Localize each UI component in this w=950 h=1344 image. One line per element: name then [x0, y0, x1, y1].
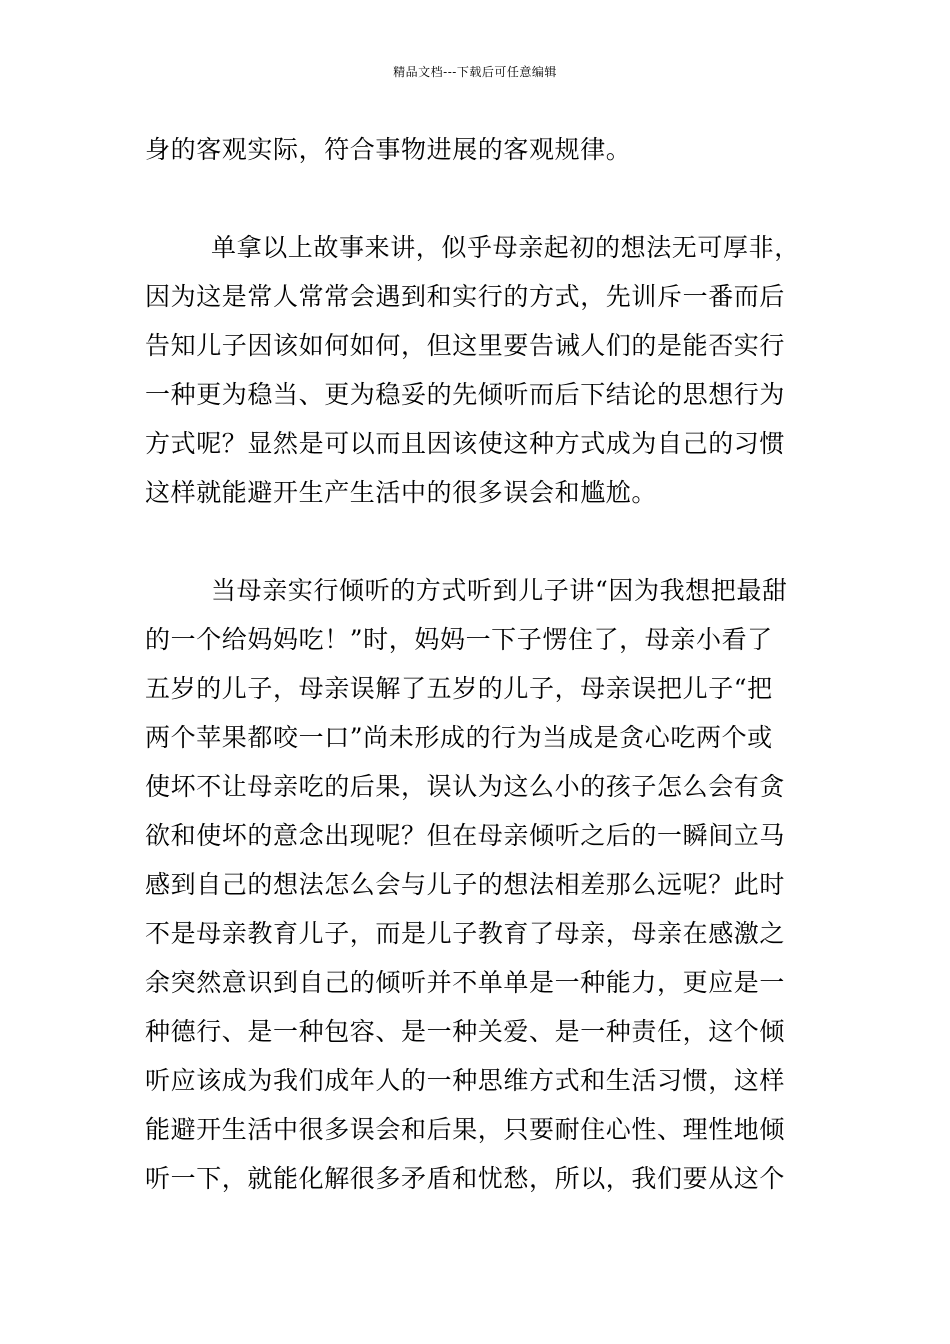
text-line: 这样就能避开生产生活中的很多误会和尴尬。 — [145, 478, 658, 507]
text-line: 听一下，就能化解很多矛盾和忧愁，所以，我们要从这个 — [145, 1164, 786, 1193]
paragraph-3 — [145, 566, 807, 1203]
text-line: 方式呢？显然是可以而且因该使这种方式成为自己的习惯 — [145, 429, 786, 458]
text-line: 一种更为稳当、更为稳妥的先倾听而后下结论的思想行为 — [145, 380, 786, 409]
text-line: 听应该成为我们成年人的一种思维方式和生活习惯，这样 — [145, 1066, 786, 1095]
text-line: 能避开生活中很多误会和后果，只要耐住心性、理性地倾 — [145, 1115, 786, 1144]
text-line: 感到自己的想法怎么会与儿子的想法相差那么远呢？此时 — [145, 870, 786, 899]
text-line: 欲和使坏的意念出现呢？但在母亲倾听之后的一瞬间立马 — [145, 821, 786, 850]
page-header: 精品文档---下载后可任意编辑 — [393, 65, 557, 79]
paragraph-gap — [145, 174, 807, 223]
text-line: 单拿以上故事来讲，似乎母亲起初的想法无可厚非， — [211, 233, 800, 262]
text-line: 的一个给妈妈吃！”时，妈妈一下子愣住了，母亲小看了 — [145, 625, 773, 654]
paragraph-gap — [145, 517, 807, 566]
text-line: 种德行、是一种包容、是一种关爱、是一种责任，这个倾 — [145, 1017, 786, 1046]
text-line: 不是母亲教育儿子，而是儿子教育了母亲，母亲在感激之 — [145, 919, 786, 948]
text-line: 余突然意识到自己的倾听并不单单是一种能力，更应是一 — [145, 968, 786, 997]
document-body — [145, 125, 807, 1203]
text-line: 告知儿子因该如何如何，但这里要告诫人们的是能否实行 — [145, 331, 786, 360]
paragraph-2 — [145, 223, 807, 517]
text-line: 两个苹果都咬一口”尚未形成的行为当成是贪心吃两个或 — [145, 723, 773, 752]
text-line: 使坏不让母亲吃的后果，误认为这么小的孩子怎么会有贪 — [145, 772, 786, 801]
text-line: 身的客观实际，符合事物进展的客观规律。 — [145, 135, 632, 164]
text-line: 五岁的儿子，母亲误解了五岁的儿子，母亲误把儿子“把 — [145, 674, 773, 703]
text-line: 当母亲实行倾听的方式听到儿子讲“因为我想把最甜 — [211, 576, 788, 605]
text-line: 因为这是常人常常会遇到和实行的方式，先训斥一番而后 — [145, 282, 786, 311]
paragraph-1 — [145, 125, 807, 174]
